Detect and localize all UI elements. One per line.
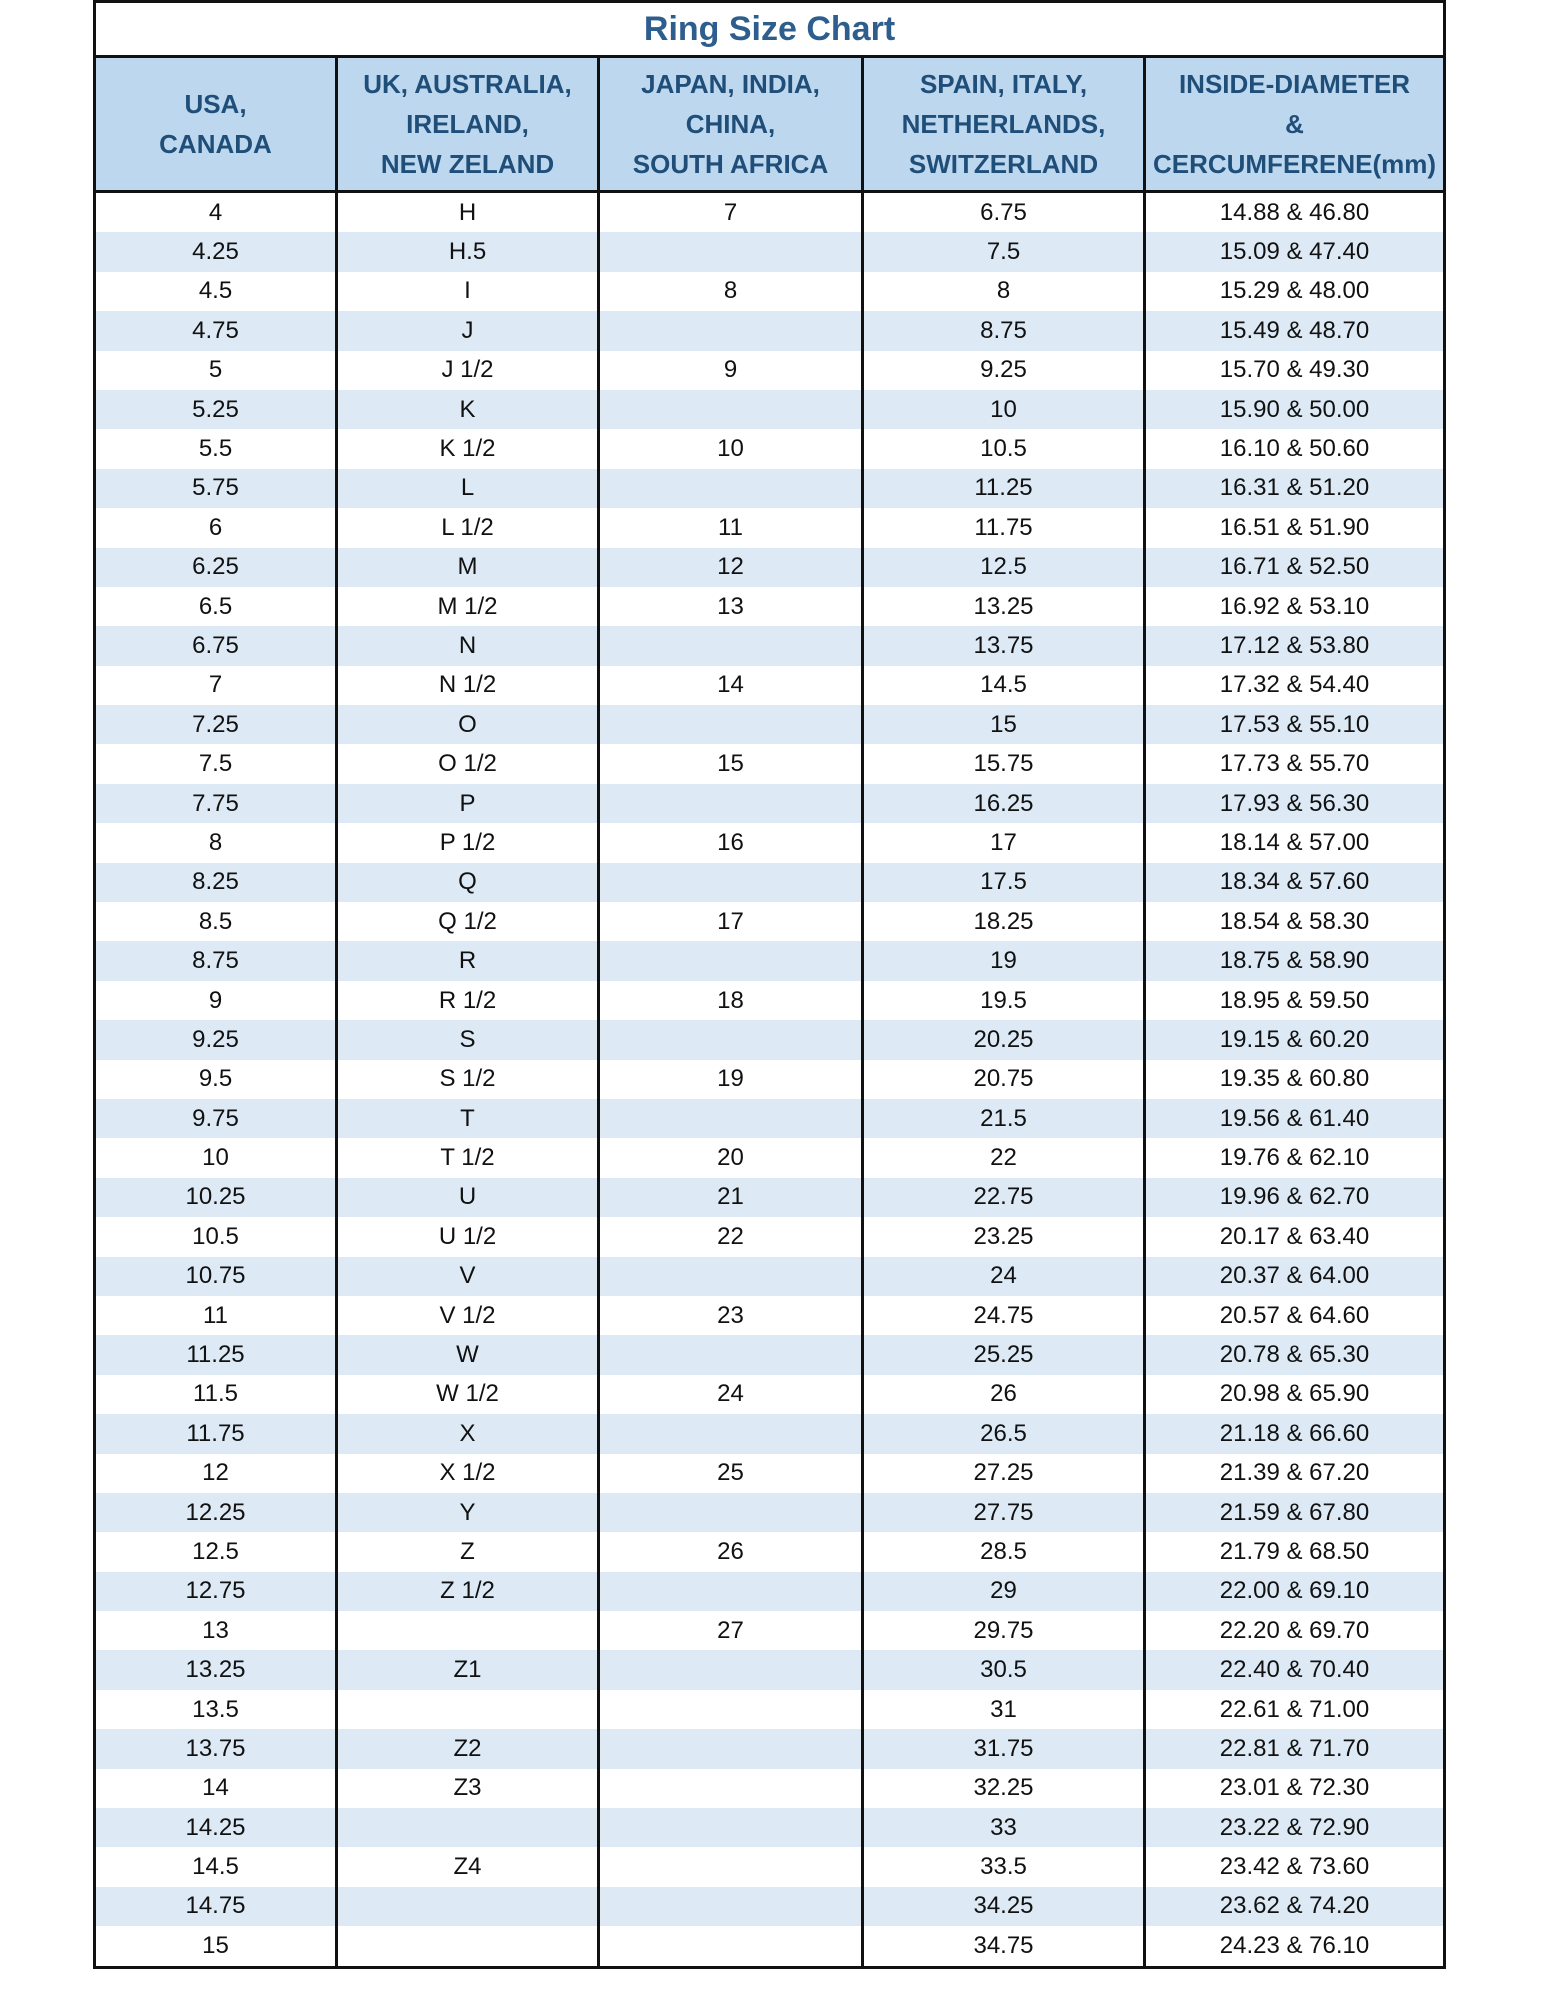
japan-size-cell — [599, 1887, 863, 1926]
table-row — [95, 1335, 1445, 1374]
table-row — [95, 626, 1445, 665]
europe-size-cell: 8 — [863, 272, 1145, 311]
table-row — [95, 1217, 1445, 1256]
usa-size-cell: 6 — [95, 508, 337, 547]
europe-size-cell: 22 — [863, 1138, 1145, 1177]
europe-size-cell: 33.5 — [863, 1847, 1145, 1886]
japan-size-cell: 11 — [599, 508, 863, 547]
uk-size-cell: K — [337, 390, 599, 429]
europe-size-cell: 19.5 — [863, 981, 1145, 1020]
usa-size-cell: 4.5 — [95, 272, 337, 311]
table-row — [95, 1493, 1445, 1532]
table-row — [95, 1060, 1445, 1099]
japan-size-cell — [599, 1769, 863, 1808]
usa-size-cell: 12.5 — [95, 1532, 337, 1571]
japan-size-cell — [599, 1099, 863, 1138]
header-line: SPAIN, ITALY, — [919, 69, 1088, 99]
europe-size-cell: 20.75 — [863, 1060, 1145, 1099]
diameter-cell: 15.29 & 48.00 — [1145, 272, 1445, 311]
europe-size-cell: 13.25 — [863, 587, 1145, 626]
europe-size-cell: 31 — [863, 1690, 1145, 1729]
usa-size-cell: 6.5 — [95, 587, 337, 626]
europe-size-cell: 15.75 — [863, 744, 1145, 783]
europe-size-cell: 12.5 — [863, 548, 1145, 587]
table-row — [95, 272, 1445, 311]
table-row — [95, 1572, 1445, 1611]
diameter-cell: 22.40 & 70.40 — [1145, 1650, 1445, 1689]
diameter-cell: 17.12 & 53.80 — [1145, 626, 1445, 665]
diameter-cell: 18.34 & 57.60 — [1145, 863, 1445, 902]
europe-size-cell: 21.5 — [863, 1099, 1145, 1138]
japan-size-cell: 16 — [599, 823, 863, 862]
japan-size-cell: 15 — [599, 744, 863, 783]
usa-size-cell: 9.75 — [95, 1099, 337, 1138]
table-row — [95, 1887, 1445, 1926]
diameter-cell: 23.62 & 74.20 — [1145, 1887, 1445, 1926]
uk-size-cell: V — [337, 1257, 599, 1296]
usa-size-cell: 4.75 — [95, 311, 337, 350]
uk-size-cell: S — [337, 1020, 599, 1059]
diameter-cell: 15.90 & 50.00 — [1145, 390, 1445, 429]
japan-size-cell — [599, 1493, 863, 1532]
uk-size-cell: O 1/2 — [337, 744, 599, 783]
europe-size-cell: 29 — [863, 1572, 1145, 1611]
table-row — [95, 1847, 1445, 1886]
uk-size-cell: J 1/2 — [337, 351, 599, 390]
uk-size-cell: N 1/2 — [337, 666, 599, 705]
diameter-cell: 18.14 & 57.00 — [1145, 823, 1445, 862]
uk-size-cell: M — [337, 548, 599, 587]
usa-size-cell: 7 — [95, 666, 337, 705]
table-row — [95, 863, 1445, 902]
table-row — [95, 192, 1445, 233]
japan-size-cell: 27 — [599, 1611, 863, 1650]
japan-size-cell — [599, 941, 863, 980]
usa-size-cell: 15 — [95, 1926, 337, 1967]
uk-size-cell: Q 1/2 — [337, 902, 599, 941]
usa-size-cell: 6.25 — [95, 548, 337, 587]
header-japan-india — [599, 57, 863, 192]
usa-size-cell: 14.25 — [95, 1808, 337, 1847]
europe-size-cell: 7.5 — [863, 232, 1145, 271]
uk-size-cell: N — [337, 626, 599, 665]
uk-size-cell: H — [337, 192, 599, 233]
diameter-cell: 22.20 & 69.70 — [1145, 1611, 1445, 1650]
header-line: SOUTH AFRICA — [632, 149, 829, 179]
table-row — [95, 508, 1445, 547]
table-row — [95, 705, 1445, 744]
japan-size-cell: 13 — [599, 587, 863, 626]
uk-size-cell — [337, 1887, 599, 1926]
table-row — [95, 1257, 1445, 1296]
europe-size-cell: 32.25 — [863, 1769, 1145, 1808]
japan-size-cell: 20 — [599, 1138, 863, 1177]
uk-size-cell: K 1/2 — [337, 429, 599, 468]
diameter-cell: 18.95 & 59.50 — [1145, 981, 1445, 1020]
usa-size-cell: 5 — [95, 351, 337, 390]
table-row — [95, 981, 1445, 1020]
usa-size-cell: 8.75 — [95, 941, 337, 980]
uk-size-cell — [337, 1690, 599, 1729]
header-line: IRELAND, — [406, 109, 529, 139]
uk-size-cell: L — [337, 469, 599, 508]
japan-size-cell: 12 — [599, 548, 863, 587]
usa-size-cell: 11.5 — [95, 1375, 337, 1414]
header-line: INSIDE-DIAMETER — [1178, 69, 1411, 99]
europe-size-cell: 25.25 — [863, 1335, 1145, 1374]
diameter-cell: 21.39 & 67.20 — [1145, 1454, 1445, 1493]
usa-size-cell: 13.75 — [95, 1729, 337, 1768]
usa-size-cell: 12.75 — [95, 1572, 337, 1611]
uk-size-cell: H.5 — [337, 232, 599, 271]
japan-size-cell — [599, 469, 863, 508]
diameter-cell: 22.00 & 69.10 — [1145, 1572, 1445, 1611]
table-row — [95, 1808, 1445, 1847]
table-row — [95, 1414, 1445, 1453]
usa-size-cell: 7.75 — [95, 784, 337, 823]
japan-size-cell: 17 — [599, 902, 863, 941]
europe-size-cell: 9.25 — [863, 351, 1145, 390]
japan-size-cell — [599, 390, 863, 429]
diameter-cell: 21.18 & 66.60 — [1145, 1414, 1445, 1453]
table-row — [95, 1926, 1445, 1967]
uk-size-cell — [337, 1611, 599, 1650]
europe-size-cell: 6.75 — [863, 192, 1145, 233]
usa-size-cell: 5.25 — [95, 390, 337, 429]
uk-size-cell: Y — [337, 1493, 599, 1532]
table-row — [95, 941, 1445, 980]
table-body — [95, 192, 1445, 1968]
header-line: USA, — [184, 89, 247, 119]
usa-size-cell: 13.5 — [95, 1690, 337, 1729]
table-row — [95, 311, 1445, 350]
europe-size-cell: 22.75 — [863, 1178, 1145, 1217]
europe-size-cell: 23.25 — [863, 1217, 1145, 1256]
header-line: UK, AUSTRALIA, — [363, 69, 572, 99]
usa-size-cell: 4.25 — [95, 232, 337, 271]
diameter-cell: 21.59 & 67.80 — [1145, 1493, 1445, 1532]
usa-size-cell: 13.25 — [95, 1650, 337, 1689]
europe-size-cell: 26.5 — [863, 1414, 1145, 1453]
usa-size-cell: 10.75 — [95, 1257, 337, 1296]
usa-size-cell: 8.25 — [95, 863, 337, 902]
header-line: CANADA — [159, 129, 272, 159]
japan-size-cell: 25 — [599, 1454, 863, 1493]
japan-size-cell — [599, 705, 863, 744]
europe-size-cell: 17.5 — [863, 863, 1145, 902]
uk-size-cell: W — [337, 1335, 599, 1374]
japan-size-cell — [599, 232, 863, 271]
diameter-cell: 15.70 & 49.30 — [1145, 351, 1445, 390]
table-row — [95, 1690, 1445, 1729]
diameter-cell: 19.35 & 60.80 — [1145, 1060, 1445, 1099]
uk-size-cell: T — [337, 1099, 599, 1138]
japan-size-cell: 18 — [599, 981, 863, 1020]
usa-size-cell: 14.5 — [95, 1847, 337, 1886]
japan-size-cell — [599, 1257, 863, 1296]
header-line: & — [1285, 109, 1304, 139]
usa-size-cell: 7.5 — [95, 744, 337, 783]
uk-size-cell: P 1/2 — [337, 823, 599, 862]
japan-size-cell — [599, 863, 863, 902]
diameter-cell: 16.51 & 51.90 — [1145, 508, 1445, 547]
table-row — [95, 1769, 1445, 1808]
table-row — [95, 390, 1445, 429]
table-row — [95, 666, 1445, 705]
europe-size-cell: 13.75 — [863, 626, 1145, 665]
uk-size-cell: I — [337, 272, 599, 311]
europe-size-cell: 11.75 — [863, 508, 1145, 547]
usa-size-cell: 5.75 — [95, 469, 337, 508]
europe-size-cell: 26 — [863, 1375, 1145, 1414]
table-row — [95, 1729, 1445, 1768]
japan-size-cell — [599, 311, 863, 350]
japan-size-cell — [599, 1847, 863, 1886]
japan-size-cell — [599, 1808, 863, 1847]
table-row — [95, 548, 1445, 587]
header-line: NEW ZELAND — [380, 149, 555, 179]
usa-size-cell: 10.25 — [95, 1178, 337, 1217]
table-row — [95, 784, 1445, 823]
usa-size-cell: 10 — [95, 1138, 337, 1177]
table-row — [95, 1138, 1445, 1177]
europe-size-cell: 28.5 — [863, 1532, 1145, 1571]
europe-size-cell: 11.25 — [863, 469, 1145, 508]
japan-size-cell: 8 — [599, 272, 863, 311]
uk-size-cell: T 1/2 — [337, 1138, 599, 1177]
header-line: CERCUMFERENE(mm) — [1152, 149, 1437, 179]
europe-size-cell: 10.5 — [863, 429, 1145, 468]
usa-size-cell: 11.75 — [95, 1414, 337, 1453]
japan-size-cell: 21 — [599, 1178, 863, 1217]
uk-size-cell: R — [337, 941, 599, 980]
europe-size-cell: 10 — [863, 390, 1145, 429]
diameter-cell: 20.98 & 65.90 — [1145, 1375, 1445, 1414]
diameter-cell: 19.56 & 61.40 — [1145, 1099, 1445, 1138]
usa-size-cell: 12 — [95, 1454, 337, 1493]
europe-size-cell: 31.75 — [863, 1729, 1145, 1768]
japan-size-cell — [599, 1926, 863, 1967]
japan-size-cell — [599, 784, 863, 823]
japan-size-cell — [599, 1572, 863, 1611]
uk-size-cell: U 1/2 — [337, 1217, 599, 1256]
header-spain-italy — [863, 57, 1145, 192]
table-row — [95, 1099, 1445, 1138]
table-row — [95, 429, 1445, 468]
diameter-cell: 22.61 & 71.00 — [1145, 1690, 1445, 1729]
table-row — [95, 1296, 1445, 1335]
table-row — [95, 1020, 1445, 1059]
header-line: NETHERLANDS, — [901, 109, 1106, 139]
uk-size-cell: Q — [337, 863, 599, 902]
europe-size-cell: 14.5 — [863, 666, 1145, 705]
uk-size-cell: Z2 — [337, 1729, 599, 1768]
uk-size-cell: W 1/2 — [337, 1375, 599, 1414]
diameter-cell: 18.54 & 58.30 — [1145, 902, 1445, 941]
japan-size-cell — [599, 626, 863, 665]
table-row — [95, 232, 1445, 271]
uk-size-cell — [337, 1808, 599, 1847]
usa-size-cell: 9.5 — [95, 1060, 337, 1099]
uk-size-cell: V 1/2 — [337, 1296, 599, 1335]
europe-size-cell: 34.75 — [863, 1926, 1145, 1967]
uk-size-cell: L 1/2 — [337, 508, 599, 547]
diameter-cell: 22.81 & 71.70 — [1145, 1729, 1445, 1768]
uk-size-cell: M 1/2 — [337, 587, 599, 626]
europe-size-cell: 15 — [863, 705, 1145, 744]
uk-size-cell: U — [337, 1178, 599, 1217]
europe-size-cell: 8.75 — [863, 311, 1145, 350]
japan-size-cell — [599, 1414, 863, 1453]
header-usa-canada — [95, 57, 337, 192]
uk-size-cell: J — [337, 311, 599, 350]
europe-size-cell: 29.75 — [863, 1611, 1145, 1650]
diameter-cell: 15.49 & 48.70 — [1145, 311, 1445, 350]
japan-size-cell: 7 — [599, 192, 863, 233]
table-row — [95, 351, 1445, 390]
diameter-cell: 19.96 & 62.70 — [1145, 1178, 1445, 1217]
uk-size-cell — [337, 1926, 599, 1967]
usa-size-cell: 14 — [95, 1769, 337, 1808]
usa-size-cell: 8.5 — [95, 902, 337, 941]
diameter-cell: 23.01 & 72.30 — [1145, 1769, 1445, 1808]
diameter-cell: 16.10 & 50.60 — [1145, 429, 1445, 468]
diameter-cell: 17.73 & 55.70 — [1145, 744, 1445, 783]
usa-size-cell: 9 — [95, 981, 337, 1020]
chart-title: Ring Size Chart — [95, 2, 1445, 57]
diameter-cell: 18.75 & 58.90 — [1145, 941, 1445, 980]
japan-size-cell — [599, 1690, 863, 1729]
usa-size-cell: 9.25 — [95, 1020, 337, 1059]
diameter-cell: 23.42 & 73.60 — [1145, 1847, 1445, 1886]
table-row — [95, 1532, 1445, 1571]
table-row — [95, 469, 1445, 508]
header-line: SWITZERLAND — [908, 149, 1099, 179]
europe-size-cell: 27.25 — [863, 1454, 1145, 1493]
uk-size-cell: Z3 — [337, 1769, 599, 1808]
uk-size-cell: Z 1/2 — [337, 1572, 599, 1611]
usa-size-cell: 8 — [95, 823, 337, 862]
diameter-cell: 20.37 & 64.00 — [1145, 1257, 1445, 1296]
header-diameter-circumference — [1145, 57, 1445, 192]
diameter-cell: 24.23 & 76.10 — [1145, 1926, 1445, 1967]
uk-size-cell: X — [337, 1414, 599, 1453]
japan-size-cell: 26 — [599, 1532, 863, 1571]
uk-size-cell: Z1 — [337, 1650, 599, 1689]
diameter-cell: 20.17 & 63.40 — [1145, 1217, 1445, 1256]
diameter-cell: 14.88 & 46.80 — [1145, 192, 1445, 233]
japan-size-cell — [599, 1020, 863, 1059]
japan-size-cell: 10 — [599, 429, 863, 468]
europe-size-cell: 24 — [863, 1257, 1145, 1296]
europe-size-cell: 17 — [863, 823, 1145, 862]
usa-size-cell: 6.75 — [95, 626, 337, 665]
europe-size-cell: 18.25 — [863, 902, 1145, 941]
europe-size-cell: 27.75 — [863, 1493, 1145, 1532]
japan-size-cell: 19 — [599, 1060, 863, 1099]
diameter-cell: 16.71 & 52.50 — [1145, 548, 1445, 587]
diameter-cell: 23.22 & 72.90 — [1145, 1808, 1445, 1847]
diameter-cell: 17.32 & 54.40 — [1145, 666, 1445, 705]
usa-size-cell: 13 — [95, 1611, 337, 1650]
europe-size-cell: 34.25 — [863, 1887, 1145, 1926]
uk-size-cell: Z — [337, 1532, 599, 1571]
table-row — [95, 587, 1445, 626]
uk-size-cell: R 1/2 — [337, 981, 599, 1020]
usa-size-cell: 7.25 — [95, 705, 337, 744]
usa-size-cell: 11.25 — [95, 1335, 337, 1374]
europe-size-cell: 30.5 — [863, 1650, 1145, 1689]
usa-size-cell: 5.5 — [95, 429, 337, 468]
japan-size-cell — [599, 1729, 863, 1768]
table-row — [95, 1611, 1445, 1650]
diameter-cell: 19.15 & 60.20 — [1145, 1020, 1445, 1059]
diameter-cell: 17.93 & 56.30 — [1145, 784, 1445, 823]
table-row — [95, 1454, 1445, 1493]
japan-size-cell — [599, 1335, 863, 1374]
japan-size-cell: 9 — [599, 351, 863, 390]
uk-size-cell: X 1/2 — [337, 1454, 599, 1493]
header-line: JAPAN, INDIA, — [641, 69, 820, 99]
usa-size-cell: 14.75 — [95, 1887, 337, 1926]
table-row — [95, 1650, 1445, 1689]
japan-size-cell — [599, 1650, 863, 1689]
diameter-cell: 20.78 & 65.30 — [1145, 1335, 1445, 1374]
header-line: CHINA, — [685, 109, 776, 139]
usa-size-cell: 10.5 — [95, 1217, 337, 1256]
europe-size-cell: 20.25 — [863, 1020, 1145, 1059]
europe-size-cell: 33 — [863, 1808, 1145, 1847]
diameter-cell: 17.53 & 55.10 — [1145, 705, 1445, 744]
japan-size-cell: 24 — [599, 1375, 863, 1414]
diameter-cell: 15.09 & 47.40 — [1145, 232, 1445, 271]
diameter-cell: 16.31 & 51.20 — [1145, 469, 1445, 508]
japan-size-cell: 22 — [599, 1217, 863, 1256]
ring-size-table — [93, 0, 1446, 1969]
usa-size-cell: 12.25 — [95, 1493, 337, 1532]
usa-size-cell: 4 — [95, 192, 337, 233]
europe-size-cell: 16.25 — [863, 784, 1145, 823]
table-row — [95, 823, 1445, 862]
uk-size-cell: Z4 — [337, 1847, 599, 1886]
uk-size-cell: S 1/2 — [337, 1060, 599, 1099]
table-row — [95, 1178, 1445, 1217]
header-uk-australia — [337, 57, 599, 192]
europe-size-cell: 24.75 — [863, 1296, 1145, 1335]
uk-size-cell: O — [337, 705, 599, 744]
diameter-cell: 16.92 & 53.10 — [1145, 587, 1445, 626]
japan-size-cell: 14 — [599, 666, 863, 705]
japan-size-cell: 23 — [599, 1296, 863, 1335]
column-header-row — [95, 57, 1445, 192]
table-row — [95, 1375, 1445, 1414]
europe-size-cell: 19 — [863, 941, 1145, 980]
diameter-cell: 19.76 & 62.10 — [1145, 1138, 1445, 1177]
diameter-cell: 20.57 & 64.60 — [1145, 1296, 1445, 1335]
diameter-cell: 21.79 & 68.50 — [1145, 1532, 1445, 1571]
uk-size-cell: P — [337, 784, 599, 823]
table-row — [95, 744, 1445, 783]
table-row — [95, 902, 1445, 941]
usa-size-cell: 11 — [95, 1296, 337, 1335]
